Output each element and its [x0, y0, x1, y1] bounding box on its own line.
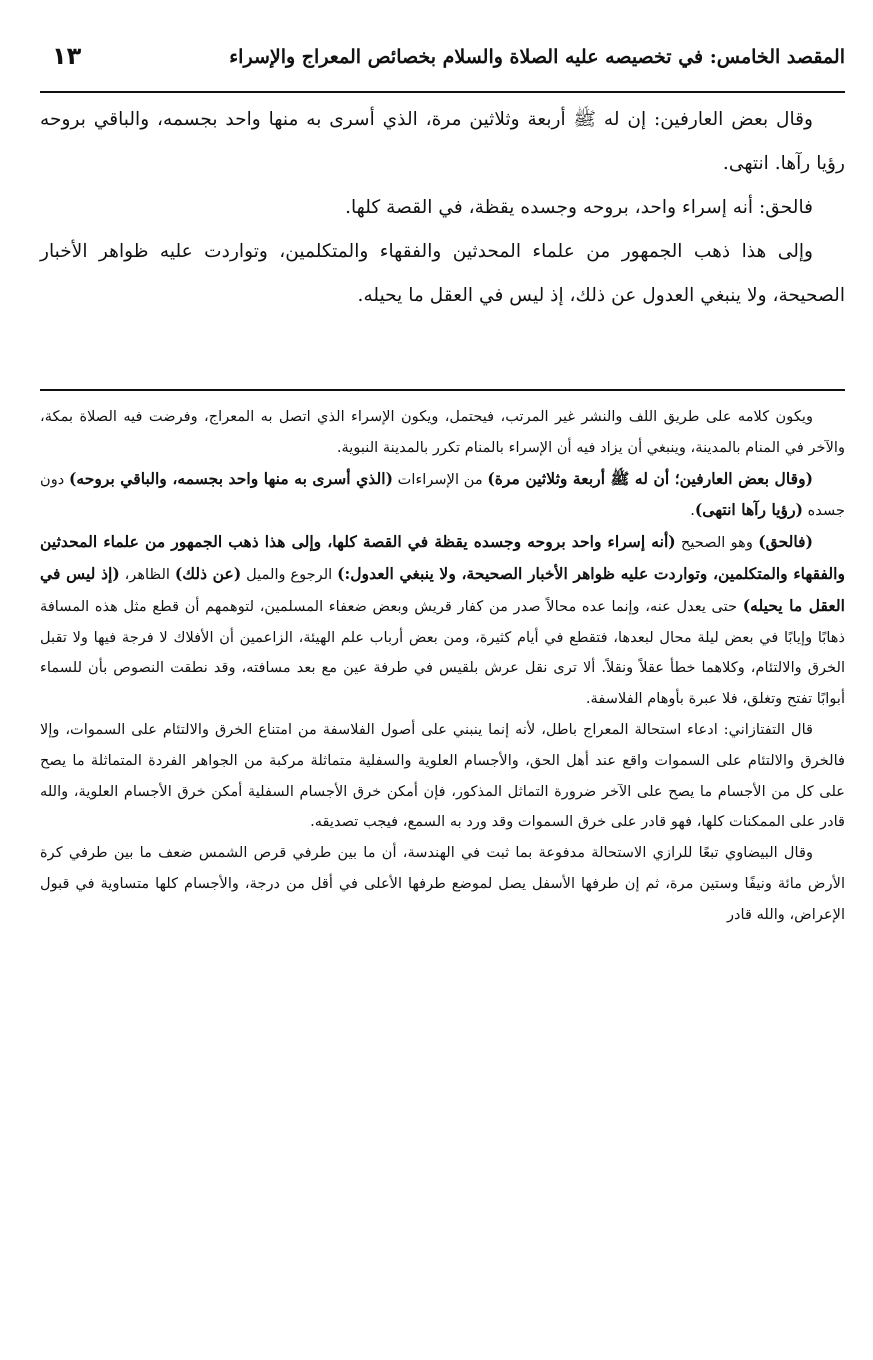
main-paragraph-2: فالحق: أنه إسراء واحد، بروحه وجسده يقظة، في القصة كلها.: [345, 197, 813, 218]
commentary-gloss: دون جسده: [40, 470, 845, 520]
quoted-text: (عن ذلك): [174, 563, 242, 583]
main-paragraph-3: وإلى هذا ذهب الجمهور من علماء المحدثين والفقهاء والمتكلمين، وتواردت عليه ظواهر الأخبار الصحيحة، ولا ينبغي العدول عن ذلك، إذ ليس في العقل ما يحيله.: [40, 241, 845, 306]
quoted-text: (إذ ليس في العقل ما يحيله): [40, 563, 845, 615]
commentary-paragraph-3: [40, 527, 845, 715]
commentary-gloss: من الإسراءات: [392, 470, 488, 488]
quoted-text: (الذي أسرى به منها واحد بجسمه، والباقي بروحه): [68, 468, 393, 488]
commentary-text: [40, 402, 845, 931]
page-number: ١٣: [52, 42, 82, 70]
commentary-paragraph-5: وقال البيضاوي تبعًا للرازي الاستحالة مدفوعة بما ثبت في الهندسة، أن ما بين طرفي قرص الشمس ضعف ما بين طرفي كرة الأرض مائة ونيفًا وستين مرة، ثم إن طرفها الأسفل يصل لموضع طرفها الأعلى في أقل من درجة، والأجسام كلها متساوية في قبول الإعراض، والله قادر: [40, 844, 845, 923]
commentary-paragraph-4: قال التفتازاني: ادعاء استحالة المعراج باطل، لأنه إنما ينبني على أصول الفلاسفة من امتناع الخرق والالتئام على السموات، وإلا فالخرق والالتئام على السموات واقع عند أهل الحق، والأجسام العلوية والسفلية متماثلة مركبة من الجواهر الفردة المتماثلة ما يصح على كل من الأجسام ما يصح على الآخر ضرورة التماثل المذكور، فإن أمكن خرق الأجسام السفلية أمكن خرق الأجسام العلوية، والله قادر على الممكنات كلها، فهو قادر على خرق السموات وقد ورد به السمع، فيجب تصديقه.: [40, 720, 845, 831]
commentary-gloss: الظاهر،: [119, 565, 175, 583]
main-paragraph-1: وقال بعض العارفين: إن له ﷺ أربعة وثلاثين مرة، الذي أسرى به منها واحد بجسمه، والباقي بروحه رؤيا رآها. انتهى.: [40, 109, 845, 174]
commentary-paragraph-2: [40, 464, 845, 528]
commentary-gloss: حتى يعدل عنه، وإنما عده محالاً صدر من كفار قريش وبعض ضعفاء المسلمين، لتوهمهم أن قطع مثل هذه المسافة ذهابًا وإيابًا في بعض ليلة محال لبعدها، فتقطع في أيام كثيرة، ومن بعض أرباب علم الهيئة، الزاعمين أن الأفلاك لا فرجة فيها ولا تقبل الخرق والالتئام، وكلاهما خطأ عقلاً ونقلاً. ألا ترى نقل عرش بلقيس في طرفة عين مع بعد مسافته، وقد نطقت النصوص بأن للسماء أبوابًا تفتح وتغلق، فلا عبرة بأوهام الفلاسفة.: [40, 597, 845, 708]
section-divider: [40, 389, 845, 391]
commentary-gloss: الرجوع والميل: [241, 565, 338, 583]
header-title: المقصد الخامس: في تخصيصه عليه الصلاة والسلام بخصائص المعراج والإسراء: [229, 46, 845, 68]
quoted-text: (رؤيا رآها انتهى): [694, 500, 803, 520]
commentary-paragraph-1: ويكون كلامه على طريق اللف والنشر غير المرتب، فيحتمل، ويكون الإسراء الذي اتصل به المعراج، وفرضت فيه الصلاة بمكة، والآخر في المنام بالمدينة، وينبغي أن يزاد فيه أن الإسراء بالمنام تكرر بالمدينة النبوية.: [40, 408, 845, 456]
commentary-gloss: .: [690, 502, 695, 520]
quoted-text: (وقال بعض العارفين؛ أن له ﷺ أربعة وثلاثين مرة): [487, 468, 813, 488]
quoted-text: (أنه إسراء واحد بروحه وجسده يقظة في القصة كلها، وإلى هذا ذهب الجمهور من علماء المحدثين والفقهاء والمتكلمين، وتواردت عليه ظواهر الأخبار الصحيحة، ولا ينبغي العدول:): [40, 532, 846, 583]
running-header: [40, 38, 845, 88]
commentary-gloss: وهو الصحيح: [675, 534, 759, 552]
header-rule: [40, 91, 845, 93]
main-text: [40, 98, 845, 318]
quoted-text: (فالحق): [758, 532, 813, 552]
